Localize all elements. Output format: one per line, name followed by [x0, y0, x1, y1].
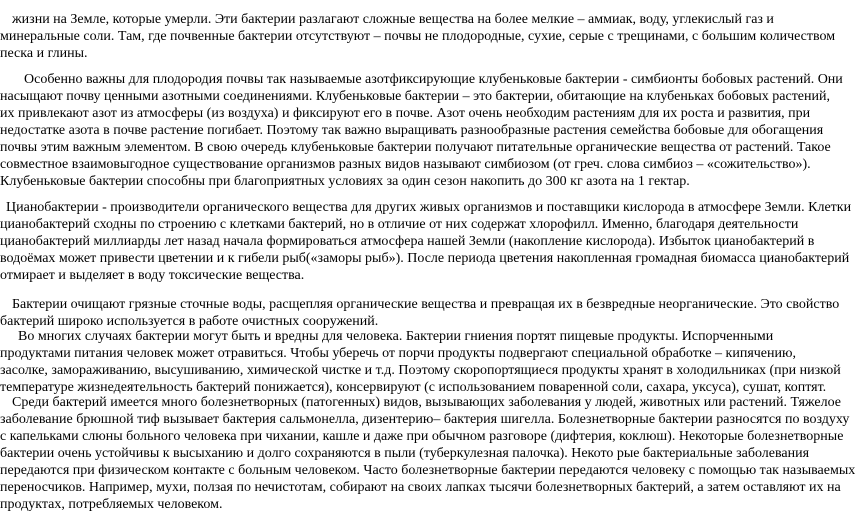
text-line: передаются при физическом контакте с больным человеком. Часто болезнетворные бактерии передаются человеку с помощью так называемых: [0, 463, 855, 478]
text-line: Во многих случаях бактерии могут быть и вредны для человека. Бактерии гниения портят пищевые продукты. Испорченными: [18, 329, 774, 344]
text-line: водоёмах может привести цветении и к гибели рыб(«заморы рыб»). После периода цветения накопленная громадная биомасса цианобактерий: [0, 251, 850, 266]
text-line: переносчиков. Например, мухи, ползая по нечистотам, собирают на своих лапках тысячи болезнетворных бактерий, а затем оставляют их на: [0, 480, 841, 495]
text-line: с капельками слюны больного человека при чихании, кашле и даже при обычном разговоре (дифтерия, коклюш). Некоторые болезнетворные: [0, 429, 844, 444]
text-line: почвы этим важным элементом. В свою очередь клубеньковые бактерии получают питательные органические вещества от растений. Такое: [0, 140, 831, 155]
paragraph-cyanobacteria: [0, 199, 851, 284]
text-line: отмирает и выделяет в воду токсические вещества.: [0, 268, 305, 283]
paragraph-pathogenic-bacteria: [0, 394, 855, 513]
text-line: бактерии очень устойчивы к высыханию и долго сохраняются в пыли (туберкулезная палочка). Некото рые бактериальные заболевания: [0, 446, 810, 461]
text-line: Цианобактерии - производители органического вещества для других живых организмов и поставщики кислорода в атмосфере Земли. Клетки: [6, 200, 852, 215]
text-line: насыщают почву ценными азотными соединениями. Клубеньковые бактерии – это бактерии, обитающие на клубеньках бобовых растений,: [0, 89, 830, 104]
paragraph-harmful-bacteria: [0, 328, 841, 396]
paragraph-water-cleaning: [0, 296, 839, 330]
text-line: песка и глины.: [0, 46, 88, 61]
text-line: Среди бактерий имеется много болезнетворных (патогенных) видов, вызывающих заболевания у людей, животных или растений. Тяжелое: [12, 395, 841, 410]
text-line: температуре жизнедеятельность бактерий понижается), консервируют (с использованием поваренной соли, сахара, уксуса), сушат, коптят.: [0, 380, 827, 395]
text-line: цианобактерий сходны по строению с клетками бактерий, но в отличие от них содержат хлорофилл. Именно, благодаря деятельности: [0, 217, 799, 232]
text-line: засолке, замораживанию, высушиванию, химической чистке и т.д. Поэтому скоропортящиеся продукты хранят в холодильниках (при низкой: [0, 363, 841, 378]
text-line: недостатке азота в почве растение погибает. Поэтому так важно выращивать разнообразные растения семейства бобовые для обогащения: [0, 123, 824, 138]
text-line: Особенно важны для плодородия почвы так называемые азотфиксирующие клубеньковые бактерии - симбионты бобовых растений. Они: [24, 72, 843, 87]
text-line: жизни на Земле, которые умерли. Эти бактерии разлагают сложные вещества на более мелкие – аммиак, воду, углекислый газ и: [12, 12, 774, 27]
text-line: продуктами питания человек может отравиться. Чтобы уберечь от порчи продукты подвергают специальной обработке – кипячению,: [0, 346, 796, 361]
text-line: Клубеньковые бактерии способны при благоприятных условиях за один сезон накопить до 300 кг азота на 1 гектар.: [0, 174, 690, 189]
text-line: заболевание брюшной тиф вызывает бактерия сальмонелла, дизентерию– бактерия шигелла. Болезнетворные бактерии разносятся по воздуху: [0, 412, 850, 427]
paragraph-nitrogen-fixing: [0, 71, 843, 190]
text-line: бактерий широко используется в работе очистных сооружений.: [0, 314, 379, 329]
paragraph-soil-decomposition: [0, 11, 835, 62]
text-line: Бактерии очищают грязные сточные воды, расщепляя органические вещества и превращая их в безвредные неорганические. Это свойство: [12, 297, 840, 312]
text-line: их привлекают азот из атмосферы (из воздуха) и фиксируют его в почве. Азот очень необходим растениям для их роста и развития, при: [0, 106, 811, 121]
text-line: минеральные соли. Там, где почвенные бактерии отсутствуют – почвы не плодородные, сухие, серые с трещинами, с большим количеством: [0, 29, 836, 44]
text-line: продуктах, потребляемых человеком.: [0, 497, 223, 512]
text-line: цианобактерий миллиарды лет назад начала формироваться атмосфера нашей Земли (накопление кислорода). Избыток цианобактерий в: [0, 234, 815, 249]
text-line: совместное взаимовыгодное существование организмов разных видов называют симбиозом (от греч. слова симбиоз – «сожительство»).: [0, 157, 811, 172]
